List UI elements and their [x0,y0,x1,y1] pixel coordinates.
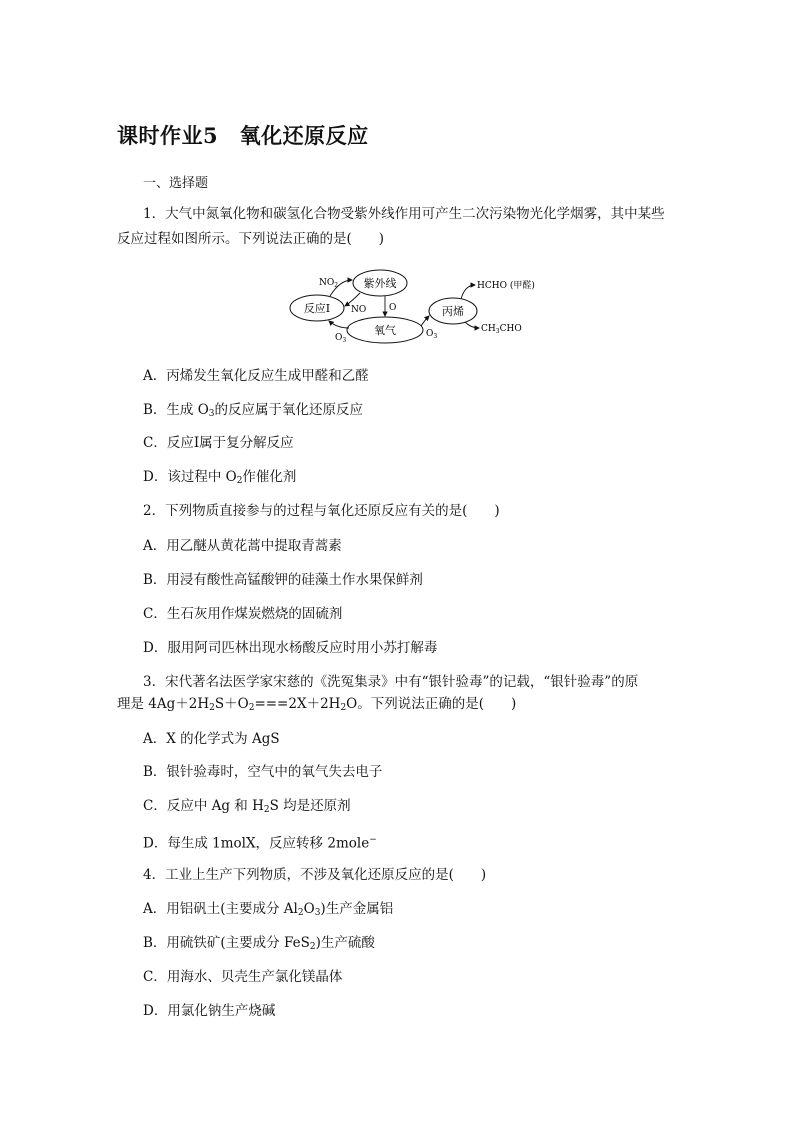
ch3cho-label: $CH_3CHO$ [481,324,522,335]
arrow-propene-to-hcho [461,285,475,299]
q1-option-c: C．反应Ⅰ属于复分解反应 [143,435,294,451]
q3-stem-line2: 理是 $4Ag+2H_2S+O_2===2X+2H_2O$。下列说法正确的是( ) [117,696,517,713]
section-heading: 一、选择题 [143,176,209,191]
q4-option-c: C．用海水、贝壳生产氯化镁晶体 [143,969,343,985]
q1-stem-line1: 1．大气中氮氧化物和碳氢化合物受紫外线作用可产生二次污染物光化学烟雾，其中某些 [143,206,665,222]
o3-left-label: $O_3$ [335,333,347,344]
hcho-label: HCHO (甲醛) [477,281,535,291]
propene-label: 丙烯 [442,305,464,318]
no-label: NO [351,305,367,315]
q3-option-d: D．每生成 1molX，反应转移 2mole− [143,835,377,852]
q1-option-a: A．丙烯发生氧化反应生成甲醛和乙醛 [143,368,369,384]
q2-stem: 2．下列物质直接参与的过程与氧化还原反应有关的是( ) [143,503,500,519]
q2-option-c: C．生石灰用作煤炭燃烧的固硫剂 [143,606,343,622]
o3-right-label: $O_3$ [426,329,438,340]
q2-option-a: A．用乙醚从黄花蒿中提取青蒿素 [143,538,342,554]
q2-option-d: D．服用阿司匹林出现水杨酸反应时用小苏打解毒 [143,640,438,656]
q2-option-b: B．用浸有酸性高锰酸钾的硅藻土作水果保鲜剂 [143,572,423,588]
q1-option-b: B．生成 $O_3$的反应属于氧化还原反应 [143,402,364,419]
no2-label: $NO_2$ [319,278,339,289]
q1-option-d: D．该过程中 $O_2$作催化剂 [143,469,297,486]
q3-option-c: C．反应中 Ag 和 $H_2S$ 均是还原剂 [143,798,351,815]
q3-option-b: B．银针验毒时，空气中的氧气失去电子 [143,764,383,780]
arrow-oxygen-to-reaction [329,321,349,328]
q3-stem-line1: 3．宋代著名法医学家宋慈的《洗冤集录》中有“银针验毒”的记载，“银针验毒”的原 [143,674,639,690]
page-title: 课时作业5 氧化还原反应 [117,123,369,148]
reaction-diagram [285,266,535,346]
q1-stem-line2: 反应过程如图所示。下列说法正确的是( ) [117,231,385,247]
q4-option-d: D．用氯化钠生产烧碱 [143,1003,276,1019]
q4-option-b: B．用硫铁矿(主要成分 FeS$_2$)生产硫酸 [143,935,375,952]
uv-label: 紫外线 [363,277,397,290]
q3-option-a: A．X 的化学式为 AgS [143,731,280,747]
q4-stem: 4．工业上生产下列物质，不涉及氧化还原反应的是( ) [143,867,487,883]
q4-option-a: A．用铝矾土(主要成分 $Al_2O_3$)生产金属铝 [143,901,394,918]
reaction-label: 反应Ⅰ [303,302,331,315]
arrow-propene-to-ch3cho [465,322,479,328]
oxygen-label: 氧气 [374,324,396,337]
o-label: O [389,303,397,313]
arrow-oxygen-to-propene [421,316,429,326]
